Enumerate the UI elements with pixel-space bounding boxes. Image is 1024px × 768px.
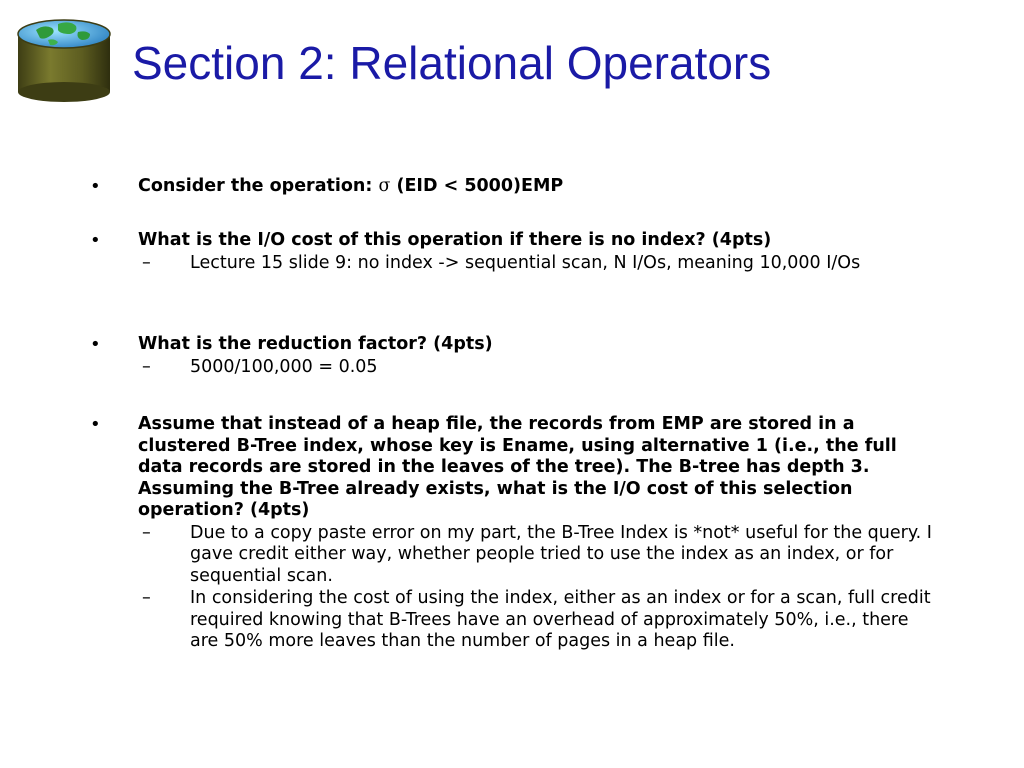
bullet-marker: • bbox=[90, 176, 101, 197]
sub-marker: – bbox=[142, 356, 151, 377]
sub-item bbox=[90, 253, 940, 275]
bullet-text-before: Consider the operation: bbox=[138, 176, 379, 196]
sigma-symbol: σ bbox=[378, 176, 391, 196]
bullet-item bbox=[90, 230, 940, 274]
bullet-text bbox=[138, 176, 940, 198]
sub-text: In considering the cost of using the index, either as an index or for a scan, full credit required knowing that B-Trees have an overhead of approximately 50%, i.e., there are 50% more leaves than the number of pages in a heap file. bbox=[190, 588, 931, 651]
sub-item bbox=[90, 588, 940, 653]
sub-text: Lecture 15 slide 9: no index -> sequential scan, N I/Os, meaning 10,000 I/Os bbox=[190, 252, 861, 273]
sub-marker: – bbox=[142, 252, 151, 273]
bullet-marker: • bbox=[90, 230, 101, 251]
sub-text: 5000/100,000 = 0.05 bbox=[190, 356, 378, 377]
sub-item bbox=[90, 357, 940, 379]
bullet-text: What is the I/O cost of this operation if there is no index? (4pts) bbox=[138, 230, 772, 250]
bullet-item bbox=[90, 414, 940, 653]
bullet-text: Assume that instead of a heap file, the records from EMP are stored in a clustered B-Tree index, whose key is Ename, using alternative 1 (i.e., the full data records are stored in the leaves of the tree). The B-tree has depth 3. Assuming the B-Tree already exists, what is the I/O cost of this selection operation? (4pts) bbox=[138, 414, 897, 520]
bullet-item bbox=[90, 334, 940, 378]
page-title: Section 2: Relational Operators bbox=[132, 37, 772, 89]
sub-marker: – bbox=[142, 522, 151, 543]
bullet-text: What is the reduction factor? (4pts) bbox=[138, 334, 493, 354]
sub-text: Due to a copy paste error on my part, the B-Tree Index is *not* useful for the query. I gave credit either way, whether people tried to use the index as an index, or for sequential scan. bbox=[190, 522, 932, 586]
globe-cylinder-icon bbox=[14, 14, 114, 106]
bullet-item bbox=[90, 176, 940, 198]
bullet-marker: • bbox=[90, 334, 101, 355]
sub-item bbox=[90, 523, 940, 588]
bullet-text-after: (EID < 5000)EMP bbox=[390, 176, 564, 196]
sub-marker: – bbox=[142, 588, 151, 608]
bullet-marker: • bbox=[90, 414, 101, 435]
